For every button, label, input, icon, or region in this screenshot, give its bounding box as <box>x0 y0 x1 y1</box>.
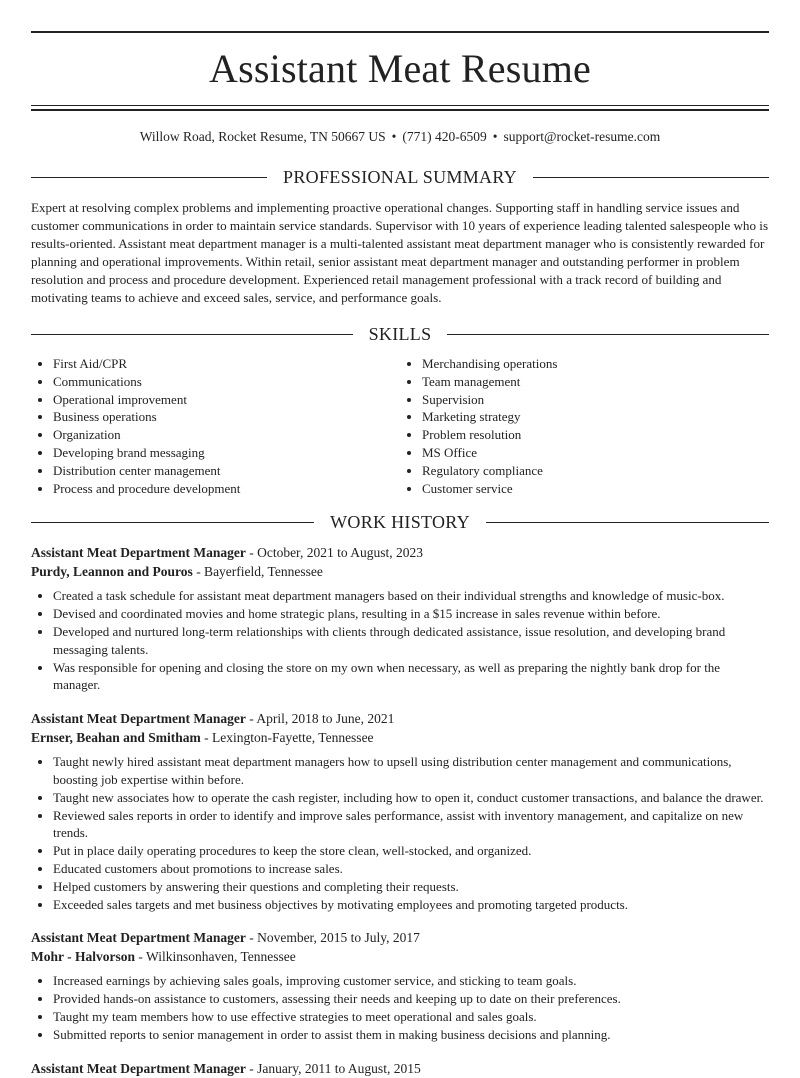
skill-item: • Regulatory compliance <box>422 462 769 480</box>
job-title: Assistant Meat Department Manager <box>31 930 246 946</box>
job-company: Mohr - Halvorson <box>31 949 135 965</box>
job-bullet: • Exceeded sales targets and met business objectives by motivating employees and promoting targeted products. <box>53 896 769 914</box>
title-double-rule <box>31 105 769 111</box>
job-bullet: • Created a task schedule for assistant meat department managers based on their individual strengths and knowledge of music-box. <box>53 587 769 605</box>
skills-section-heading <box>31 323 769 345</box>
job-dates: - October, 2021 to August, 2023 <box>245 545 424 561</box>
skill-item: • Supervision <box>422 391 769 409</box>
contact-address: Willow Road, Rocket Resume, TN 50667 US <box>139 129 386 144</box>
heading-rule-left <box>31 334 353 335</box>
skills-heading-label: SKILLS <box>368 324 432 344</box>
job-company: Purdy, Leannon and Pouros <box>31 564 193 580</box>
skill-item: • Organization <box>53 426 400 444</box>
job-entry <box>31 928 769 1043</box>
job-bullet: • Was responsible for opening and closing the store on my own when necessary, as well as preparing the nightly bank drop for the manager. <box>53 659 769 695</box>
contact-phone: (771) 420-6509 <box>402 129 487 144</box>
contact-separator: • <box>391 129 397 144</box>
skill-item: • Developing brand messaging <box>53 444 400 462</box>
job-location: - Lexington-Fayette, Tennessee <box>200 730 374 746</box>
skills-columns <box>31 355 769 497</box>
job-company-line <box>31 562 769 581</box>
skill-item: • Process and procedure development <box>53 480 400 498</box>
skills-list-left <box>31 355 400 497</box>
contact-email: support@rocket-resume.com <box>503 129 661 144</box>
heading-rule-left <box>31 522 314 523</box>
job-entry <box>31 1059 769 1078</box>
job-bullets <box>31 753 769 913</box>
job-location: - Bayerfield, Tennessee <box>192 564 323 580</box>
job-bullet: • Educated customers about promotions to increase sales. <box>53 860 769 878</box>
work-heading-label: WORK HISTORY <box>330 512 470 533</box>
job-title: Assistant Meat Department Manager <box>31 711 246 727</box>
job-bullet: • Developed and nurtured long-term relationships with clients through dedicated assistance, issue resolution, and developing brand messaging talents. <box>53 623 769 659</box>
job-title: Assistant Meat Department Manager <box>31 1060 246 1076</box>
job-bullet: • Provided hands-on assistance to customers, assessing their needs and keeping up to date on their preferences. <box>53 990 769 1008</box>
job-entry <box>31 709 769 913</box>
job-title: Assistant Meat Department Manager <box>31 545 246 561</box>
job-bullet: • Reviewed sales reports in order to identify and improve sales performance, assist with inventory management, and capitalize on new trends. <box>53 807 769 843</box>
skill-item: • Problem resolution <box>422 426 769 444</box>
heading-rule-left <box>31 177 267 178</box>
job-dates: - April, 2018 to June, 2021 <box>245 711 395 727</box>
job-bullet: • Taught newly hired assistant meat department managers how to upsell using distribution center management and communications, boosting job expertise within before. <box>53 753 769 789</box>
job-bullet: • Put in place daily operating procedures to keep the store clean, well-stocked, and organized. <box>53 842 769 860</box>
job-location: - Wilkinsonhaven, Tennessee <box>135 949 296 965</box>
job-company-line <box>31 728 769 747</box>
job-bullet: • Helped customers by answering their questions and completing their requests. <box>53 878 769 896</box>
summary-section-heading <box>31 166 769 188</box>
skills-list-right <box>400 355 769 497</box>
contact-line <box>31 128 769 146</box>
job-company: Ernser, Beahan and Smitham <box>31 730 201 746</box>
summary-heading-label: PROFESSIONAL SUMMARY <box>283 167 517 187</box>
skill-item: • MS Office <box>422 444 769 462</box>
skill-item: • Customer service <box>422 480 769 498</box>
job-bullets <box>31 587 769 694</box>
skill-item: • Distribution center management <box>53 462 400 480</box>
job-bullet: • Devised and coordinated movies and home strategic plans, resulting in a $15 increase in sales revenue within before. <box>53 605 769 623</box>
top-rule <box>31 31 769 33</box>
job-bullet: • Increased earnings by achieving sales goals, improving customer service, and sticking to team goals. <box>53 972 769 990</box>
skill-item: • Team management <box>422 373 769 391</box>
job-bullet: • Submitted reports to senior management in order to assist them in making business decisions and planning. <box>53 1026 769 1044</box>
job-dates: - November, 2015 to July, 2017 <box>245 930 420 946</box>
skill-item: • Business operations <box>53 408 400 426</box>
heading-rule-right <box>533 177 769 178</box>
job-company-line <box>31 947 769 966</box>
job-title-line <box>31 709 769 728</box>
job-bullet: • Taught my team members how to use effective strategies to meet operational and sales goals. <box>53 1008 769 1026</box>
work-history-list <box>31 543 769 1077</box>
job-title-line <box>31 928 769 947</box>
heading-rule-right <box>486 522 769 523</box>
job-dates: - January, 2011 to August, 2015 <box>245 1060 421 1076</box>
contact-separator: • <box>492 129 498 144</box>
job-entry <box>31 543 769 694</box>
job-title-line <box>31 543 769 562</box>
professional-summary-text: Expert at resolving complex problems and implementing proactive operational changes. Supporting staff in handling service issues and customer communications in order to maintain service standards. Supervisor with 10 years of experience leading talented salespeople who is results-oriented. Assistant meat department manager is a multi-talented assistant meat department manager who is consistently rewarded for planning and operational improvements. Within retail, senior assistant meat department manager and outstanding performer in problem resolution and process and procedure development. Experienced retail management professional with a track record of building and motivating teams to achieve and exceed sales, service, and performance goals. <box>31 200 769 305</box>
skill-item: • Communications <box>53 373 400 391</box>
skill-item: • Marketing strategy <box>422 408 769 426</box>
job-bullets <box>31 972 769 1043</box>
work-section-heading <box>31 511 769 533</box>
job-title-line <box>31 1059 769 1078</box>
heading-rule-right <box>447 334 769 335</box>
skill-item: • Operational improvement <box>53 391 400 409</box>
skill-item: • First Aid/CPR <box>53 355 400 373</box>
job-bullet: • Taught new associates how to operate the cash register, including how to open it, conduct customer transactions, and balance the drawer. <box>53 789 769 807</box>
skill-item: • Merchandising operations <box>422 355 769 373</box>
page-title: Assistant Meat Resume <box>209 46 591 91</box>
resume-page <box>31 31 769 1078</box>
